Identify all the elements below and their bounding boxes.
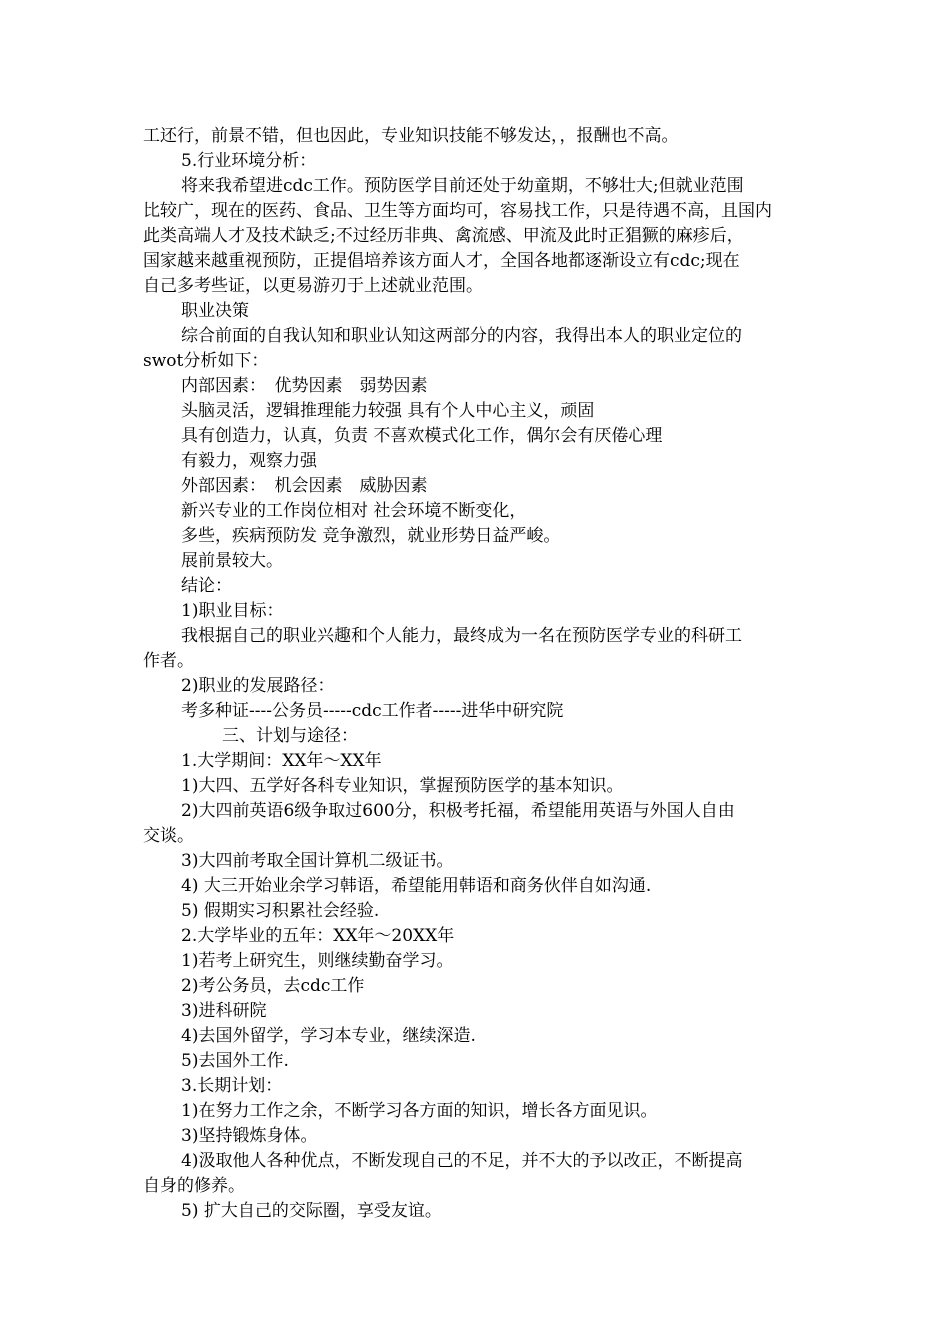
text-line: 多些，疾病预防发 竞争激烈，就业形势日益严峻。: [181, 526, 561, 546]
text-line: 考多种证----公务员-----cdc工作者-----进华中研究院: [181, 701, 564, 721]
text-line: 将来我希望进cdc工作。预防医学目前还处于幼童期，不够壮大;但就业范围: [181, 176, 744, 196]
text-line: 2.大学毕业的五年：XX年～20XX年: [181, 926, 455, 946]
text-line: 新兴专业的工作岗位相对 社会环境不断变化，: [181, 501, 527, 521]
text-line: 1)大四、五学好各科专业知识，掌握预防医学的基本知识。: [181, 776, 624, 796]
text-line: 我根据自己的职业兴趣和个人能力，最终成为一名在预防医学专业的科研工: [181, 626, 742, 646]
text-line: 内部因素： 优势因素 弱势因素: [181, 376, 428, 396]
text-line: 1)若考上研究生，则继续勤奋学习。: [181, 951, 454, 971]
text-line: 比较广，现在的医药、食品、卫生等方面均可，容易找工作，只是待遇不高，且国内: [143, 201, 772, 221]
text-line: 4)汲取他人各种优点，不断发现自己的不足，并不大的予以改正，不断提高: [181, 1151, 743, 1171]
text-line: 展前景较大。: [181, 551, 283, 571]
section-heading: 结论：: [181, 576, 232, 596]
section-heading: 职业决策: [181, 301, 249, 321]
text-line: 国家越来越重视预防，正提倡培养该方面人才，全国各地都逐渐设立有cdc;现在: [143, 251, 740, 271]
text-line: 3)大四前考取全国计算机二级证书。: [181, 851, 454, 871]
text-line: 3)坚持锻炼身体。: [181, 1126, 318, 1146]
text-line: 3)进科研院: [181, 1001, 267, 1021]
text-line: 头脑灵活，逻辑推理能力较强 具有个人中心主义，顽固: [181, 401, 595, 421]
text-line: 1)职业目标：: [181, 601, 284, 621]
text-line: 2)大四前英语6级争取过600分，积极考托福，希望能用英语与外国人自由: [181, 801, 735, 821]
text-line: 2)职业的发展路径：: [181, 676, 335, 696]
text-line: 外部因素： 机会因素 威胁因素: [181, 476, 428, 496]
text-line: 5) 扩大自己的交际圈，享受友谊。: [181, 1201, 442, 1221]
text-line: 自己多考些证，以更易游刃于上述就业范围。: [143, 276, 483, 296]
section-heading: 三、计划与途径：: [222, 726, 358, 746]
text-line: 4) 大三开始业余学习韩语，希望能用韩语和商务伙伴自如沟通.: [181, 876, 652, 896]
text-line: 作者。: [143, 651, 194, 671]
text-line: 具有创造力，认真，负责 不喜欢模式化工作，偶尔会有厌倦心理: [181, 426, 663, 446]
text-line: 自身的修养。: [143, 1176, 245, 1196]
text-line: 综合前面的自我认知和职业认知这两部分的内容，我得出本人的职业定位的: [181, 326, 742, 346]
text-line: 工还行，前景不错，但也因此，专业知识技能不够发达，，报酬也不高。: [143, 126, 679, 146]
section-heading: 5.行业环境分析：: [181, 151, 317, 171]
text-line: 1.大学期间：XX年～XX年: [181, 751, 382, 771]
text-line: 5)去国外工作.: [181, 1051, 289, 1071]
text-line: 2)考公务员，去cdc工作: [181, 976, 365, 996]
text-line: 4)去国外留学，学习本专业，继续深造.: [181, 1026, 476, 1046]
text-line: 1)在努力工作之余，不断学习各方面的知识，增长各方面见识。: [181, 1101, 658, 1121]
text-line: 有毅力，观察力强: [181, 451, 317, 471]
text-line: swot分析如下：: [143, 351, 269, 371]
text-line: 3.长期计划：: [181, 1076, 283, 1096]
text-line: 5) 假期实习积累社会经验.: [181, 901, 380, 921]
text-line: 此类高端人才及技术缺乏;不过经历非典、禽流感、甲流及此时正猖獗的麻疹后，: [143, 226, 744, 246]
text-line: 交谈。: [143, 826, 194, 846]
